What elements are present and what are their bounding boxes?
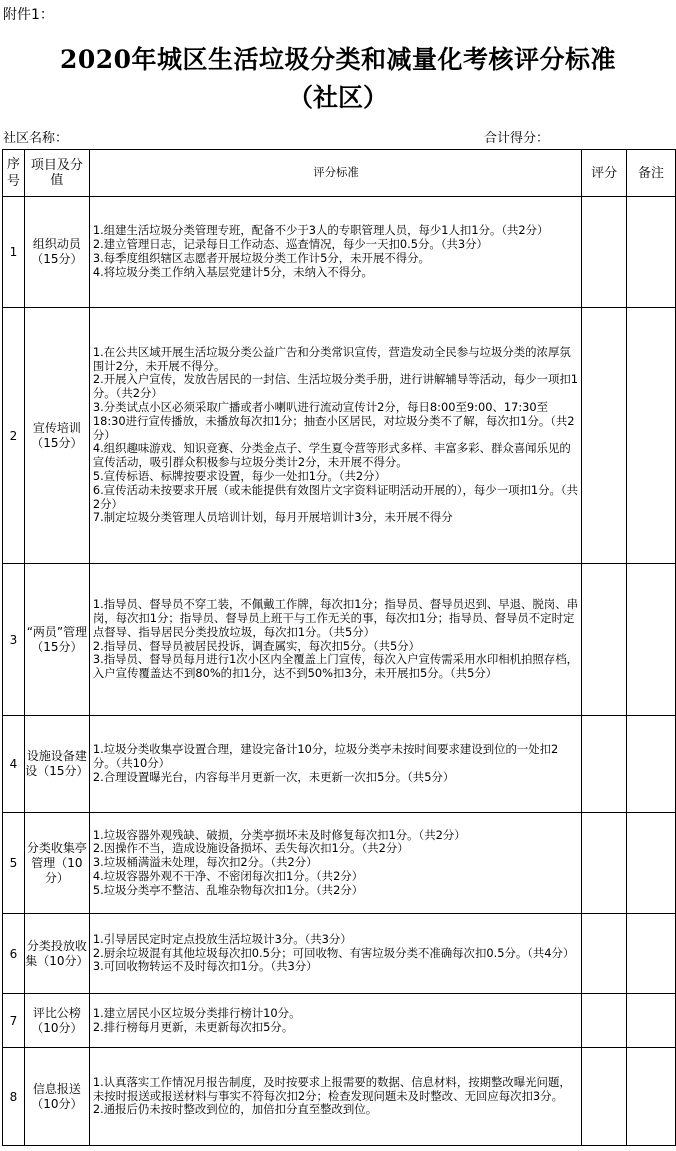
score-cell[interactable] [582, 564, 627, 716]
score-cell[interactable] [582, 197, 627, 308]
criterion-line: 2.建立管理日志，记录每日工作动态、巡查情况，每少一天扣0.5分。（共3分） [92, 237, 488, 252]
criterion-line: 1.在公共区域开展生活垃圾分类公益广告和分类常识宣传，营造发动全民参与垃圾分类的浓厚氛围计2分，未开展不得分。 [92, 344, 571, 373]
criterion-line: 4.垃圾容器外观不干净、不密闭每次扣1分。（共2分） [92, 868, 364, 883]
criterion-line: 1.垃圾容器外观残缺、破损，分类亭损坏未及时修复每次扣1分。（共2分） [92, 827, 466, 842]
note-cell[interactable] [627, 813, 676, 914]
row-number: 5 [3, 813, 25, 914]
header-num: 序号 [3, 150, 25, 197]
row-item: 分类投放收集（10分） [24, 914, 89, 994]
score-cell[interactable] [582, 1048, 627, 1146]
row-item: 设施设备建设（15分） [24, 716, 89, 813]
header-note: 备注 [627, 150, 676, 197]
total-score-label: 合计得分： [484, 131, 550, 146]
criterion-line: 1.垃圾分类收集亭设置合理，建设完备计10分，垃圾分类亭未按时间要求建设到位的一处扣2分。（共10分） [92, 742, 559, 771]
table-header-row [3, 150, 676, 197]
criterion-line: 3.分类试点小区必须采取广播或者小喇叭进行流动宣传计2分，每日8:00至9:00、17:30至18:30进行宣传播放，未播放每次扣1分；抽查小区居民，对垃圾分类不了解，每次扣1分。（共2分） [92, 400, 575, 442]
attachment-label: 附件1： [3, 7, 54, 23]
row-criteria [89, 813, 581, 914]
criterion-line: 2.因操作不当，造成设施设备损坏、丢失每次扣1分。（共2分） [92, 841, 409, 856]
score-cell[interactable] [582, 994, 627, 1048]
note-cell[interactable] [627, 564, 676, 716]
criterion-line: 2.开展入户宣传，发放告居民的一封信、生活垃圾分类手册，进行讲解辅导等活动，每少一项扣1分。（共2分） [92, 372, 578, 401]
criterion-line: 2.排行榜每月更新，未更新每次扣5分。 [92, 1019, 294, 1034]
row-number: 8 [3, 1048, 25, 1146]
criterion-line: 3.可回收物转运不及时每次扣1分。（共3分） [92, 959, 318, 974]
row-criteria [89, 716, 581, 813]
row-item: 宣传培训（15分） [24, 308, 89, 564]
criterion-line: 2.指导员、督导员被居民投诉，调查属实，每次扣5分。（共5分） [92, 638, 421, 653]
criterion-line: 2.通报后仍未按时整改到位的，加倍扣分直至整改到位。 [92, 1102, 378, 1117]
criterion-line: 1.指导员、督导员不穿工装，不佩戴工作牌，每次扣1分；指导员、督导员迟到、早退、脱岗、串岗，每次扣1分；指导员、督导员上班干与工作无关的事，每次扣1分；指导员、督导员不定时定点督导、指导居民分类投放垃圾，每次扣1分。（共5分） [92, 597, 578, 639]
note-cell[interactable] [627, 1048, 676, 1146]
row-criteria [89, 564, 581, 716]
criterion-line: 5.宣传标语、标牌按要求设置，每少一处扣1分。（共2分） [92, 468, 386, 483]
row-number: 3 [3, 564, 25, 716]
score-cell[interactable] [582, 308, 627, 564]
row-number: 7 [3, 994, 25, 1048]
criterion-line: 4.组织趣味游戏、知识竞赛、分类金点子、学生夏令营等形式多样、丰富多彩、群众喜闻乐见的宣传活动，吸引群众积极参与垃圾分类计2分，未开展不得分。 [92, 441, 571, 470]
row-number: 4 [3, 716, 25, 813]
page-title: 2020年城区生活垃圾分类和减量化考核评分标准 [59, 45, 617, 74]
row-number: 1 [3, 197, 25, 308]
criterion-line: 4.将垃圾分类工作纳入基层党建计5分，未纳入不得分。 [92, 264, 373, 279]
row-item: 分类收集亭管理（10分） [24, 813, 89, 914]
score-cell[interactable] [582, 716, 627, 813]
row-item: 评比公榜（10分） [24, 994, 89, 1048]
row-number: 6 [3, 914, 25, 994]
criterion-line: 7.制定垃圾分类管理人员培训计划，每月开展培训计3分，未开展不得分 [92, 510, 453, 525]
row-number: 2 [3, 308, 25, 564]
community-name-label: 社区名称： [3, 131, 69, 146]
note-cell[interactable] [627, 914, 676, 994]
row-criteria [89, 1048, 581, 1146]
table-row [3, 716, 676, 813]
row-criteria [89, 994, 581, 1048]
score-cell[interactable] [582, 914, 627, 994]
criterion-line: 1.认真落实工作情况月报告制度，及时按要求上报需要的数据、信息材料，按期整改曝光问题，未按时报送或报送材料与事实不符每次扣2分；检查发现问题未及时整改、无回应每次扣3分。 [92, 1074, 571, 1103]
table-row [3, 914, 676, 994]
table-row [3, 197, 676, 308]
row-item: 信息报送（10分） [24, 1048, 89, 1146]
criterion-line: 1.组建生活垃圾分类管理专班，配备不少于3人的专职管理人员，每少1人扣1分。（共2分） [92, 223, 549, 238]
criterion-line: 1.引导居民定时定点投放生活垃圾计3分。（共3分） [92, 931, 352, 946]
note-cell[interactable] [627, 308, 676, 564]
table-row [3, 564, 676, 716]
header-score: 评分 [582, 150, 627, 197]
note-cell[interactable] [627, 994, 676, 1048]
criterion-line: 6.宣传活动未按要求开展（或未能提供有效图片文字资料证明活动开展的），每少一项扣1分。（共2分） [92, 482, 578, 511]
criterion-line: 1.建立居民小区垃圾分类排行榜计10分。 [92, 1005, 301, 1020]
criterion-line: 2.合理设置曝光台，内容每半月更新一次，未更新一次扣5分。（共5分） [92, 769, 455, 784]
table-row [3, 994, 676, 1048]
header-criteria: 评分标准 [89, 150, 581, 197]
note-cell[interactable] [627, 197, 676, 308]
header-item: 项目及分值 [24, 150, 89, 197]
criterion-line: 2.厨余垃圾混有其他垃圾每次扣0.5分；可回收物、有害垃圾分类不准确每次扣0.5分。（共4分） [92, 945, 575, 960]
criterion-line: 3.每季度组织辖区志愿者开展垃圾分类工作计5分，未开展不得分。 [92, 251, 430, 265]
scoring-table [2, 149, 676, 1146]
table-row [3, 308, 676, 564]
note-cell[interactable] [627, 716, 676, 813]
row-criteria [89, 308, 581, 564]
criterion-line: 3.指导员、督导员每月进行1次小区内全覆盖上门宣传，每次入户宣传需采用水印相机拍照存档，入户宣传覆盖达不到80%的扣1分，达不到50%扣3分，未开展扣5分。（共5分） [92, 652, 578, 681]
criterion-line: 5.垃圾分类亭不整洁、乱堆杂物每次扣1分。（共2分） [92, 882, 364, 897]
table-row [3, 1048, 676, 1146]
table-row [3, 813, 676, 914]
row-criteria [89, 197, 581, 308]
row-criteria [89, 914, 581, 994]
row-item: 组织动员（15分） [24, 197, 89, 308]
row-item: “两员”管理（15分） [24, 564, 89, 716]
criterion-line: 3.垃圾桶满溢未处理，每次扣2分。（共2分） [92, 855, 318, 870]
page-subtitle: （社区） [287, 83, 388, 112]
score-cell[interactable] [582, 813, 627, 914]
